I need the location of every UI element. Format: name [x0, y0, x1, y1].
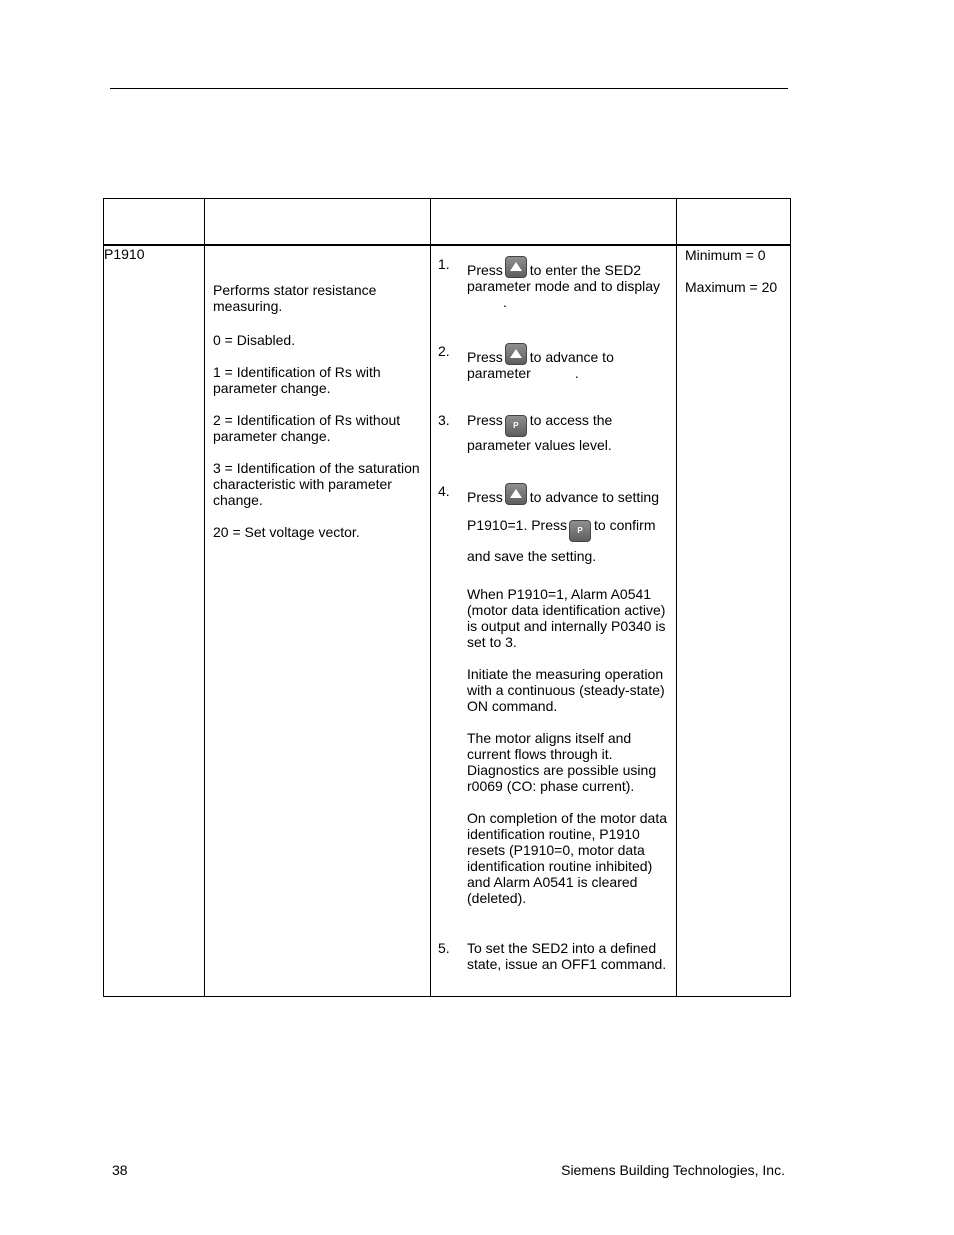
parameter-number-cell: P1910	[104, 245, 205, 997]
step-4	[438, 483, 670, 570]
description-line: Performs stator resistance measuring.	[213, 282, 377, 314]
range-maximum: Maximum = 20	[685, 279, 778, 295]
step-text: to confirm and save the setting.	[467, 517, 656, 564]
step-number: 1.	[438, 256, 450, 272]
step-number: 4.	[438, 483, 450, 499]
header-cell-3	[431, 199, 677, 246]
step-2	[438, 343, 670, 381]
header-cell-4	[677, 199, 791, 246]
range-cell	[677, 245, 791, 997]
table-header-row	[104, 199, 791, 246]
step-number: 3.	[438, 412, 450, 428]
note: On completion of the motor data identification routine, P1910 resets (P1910=0, motor data identification routine inhibited) and Alarm A0541 is cleared (deleted).	[467, 810, 667, 906]
step-text: to enter the SED2 parameter mode and to display	[467, 262, 660, 294]
description-line: 2 = Identification of Rs without parameter change.	[213, 412, 401, 444]
up-arrow-key-icon	[505, 256, 527, 278]
note: The motor aligns itself and current flows through it. Diagnostics are possible using r0069 (CO: phase current).	[467, 730, 657, 794]
range-minimum: Minimum = 0	[685, 247, 766, 263]
parameter-table	[103, 198, 791, 997]
note: When P1910=1, Alarm A0541 (motor data identification active) is output and internally P0340 is set to 3.	[467, 586, 666, 650]
step-number: 5.	[438, 940, 450, 956]
step-3	[438, 412, 670, 453]
description-line: 3 = Identification of the saturation characteristic with parameter change.	[213, 460, 420, 508]
step-text: .	[574, 365, 579, 381]
header-cell-1	[104, 199, 205, 246]
page-number: 38	[112, 1162, 128, 1178]
step-text: to advance to setting P1910=1. Press	[467, 489, 659, 533]
p-key-icon: P	[569, 520, 591, 542]
step-number: 2.	[438, 343, 450, 359]
description-cell	[205, 245, 431, 997]
description-line: 1 = Identification of Rs with parameter change.	[213, 364, 381, 396]
step-text: To set the SED2 into a defined state, issue an OFF1 command.	[467, 940, 667, 972]
step-text: Press	[467, 412, 503, 428]
step-5	[438, 940, 670, 972]
step-text: Press	[467, 349, 503, 365]
step-text: .	[503, 294, 507, 310]
step-1	[438, 256, 670, 310]
table-row	[104, 245, 791, 997]
description-line: 20 = Set voltage vector.	[213, 524, 360, 540]
header-rule	[110, 88, 788, 89]
step-text: Press	[467, 489, 503, 505]
note: Initiate the measuring operation with a continuous (steady-state) ON command.	[467, 666, 665, 714]
step-4-notes	[438, 586, 670, 906]
procedure-cell	[431, 245, 677, 997]
footer-company: Siemens Building Technologies, Inc.	[561, 1162, 785, 1178]
description-line: 0 = Disabled.	[213, 332, 296, 348]
header-cell-2	[205, 199, 431, 246]
step-text: to access the parameter values level.	[467, 412, 613, 453]
step-text: Press	[467, 262, 503, 278]
step-text: to advance to parameter	[467, 349, 614, 381]
up-arrow-key-icon	[505, 483, 527, 505]
p-key-icon: P	[505, 415, 527, 437]
up-arrow-key-icon	[505, 343, 527, 365]
